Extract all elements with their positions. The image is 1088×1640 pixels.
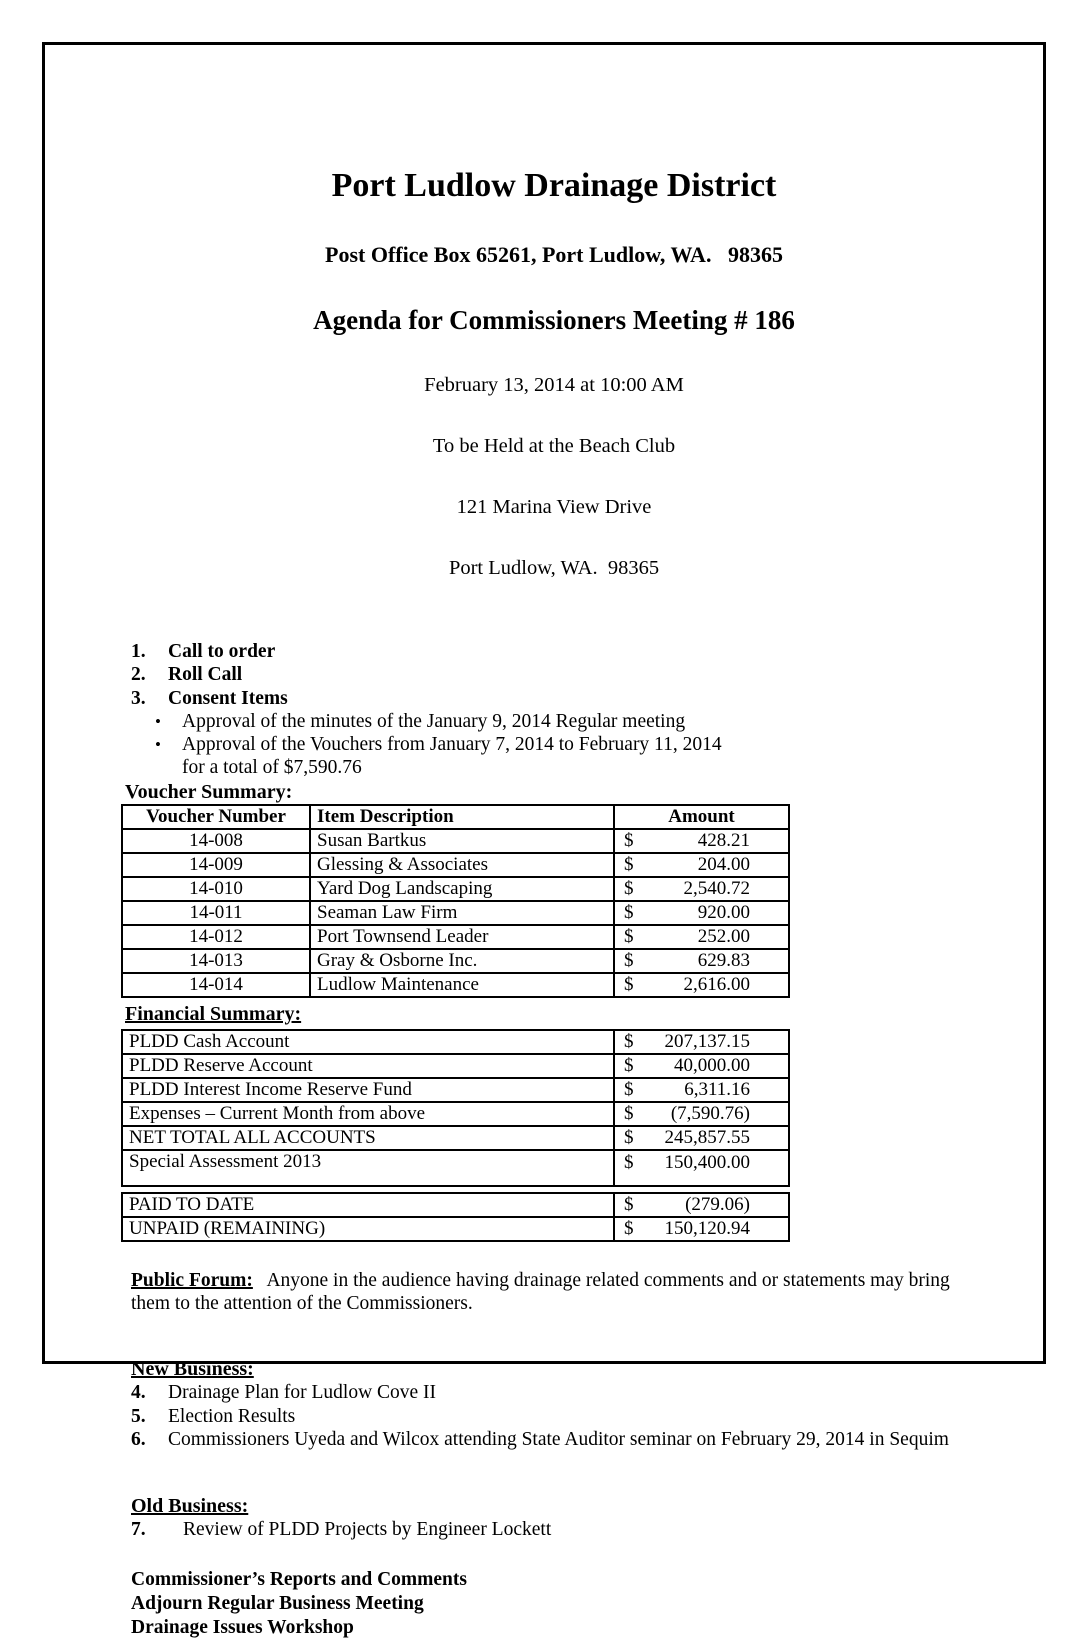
agenda-item-number: 1. — [131, 641, 146, 662]
agenda-item-number: 7. — [131, 1519, 146, 1541]
public-forum-heading: Public Forum: — [131, 1269, 253, 1291]
voucher-table — [121, 804, 790, 998]
financial-label-cell: PLDD Cash Account — [122, 1030, 614, 1054]
doc-address: Post Office Box 65261, Port Ludlow, WA. 98365 — [325, 242, 783, 267]
voucher-number-cell: 14-008 — [122, 829, 310, 853]
agenda-item-label: Commissioners Uyeda and Wilcox attending State Auditor seminar on February 29, 2014 in Sequim — [168, 1428, 949, 1450]
amount-value: 428.21 — [697, 829, 750, 851]
consent-bullet-text — [182, 733, 987, 780]
currency-symbol: $ — [624, 877, 634, 899]
voucher-row — [122, 853, 789, 877]
financial-summary-section — [121, 1002, 987, 1242]
agenda-item-2 — [131, 663, 987, 686]
amount-value: 2,616.00 — [683, 973, 750, 995]
voucher-number-cell: 14-009 — [122, 853, 310, 877]
doc-location-city: Port Ludlow, WA. 98365 — [448, 557, 660, 579]
voucher-amount-cell — [614, 877, 789, 901]
closing-reports-line: Commissioner’s Reports and Comments — [131, 1568, 467, 1590]
document-header — [121, 131, 987, 617]
voucher-description-cell: Seaman Law Firm — [310, 901, 614, 925]
financial-amount-cell — [614, 1102, 789, 1126]
agenda-item-3 — [131, 687, 987, 710]
agenda-item-label: Drainage Plan for Ludlow Cove II — [168, 1382, 437, 1404]
financial-amount-cell — [614, 1030, 789, 1054]
amount-value: 207,137.15 — [664, 1030, 750, 1052]
voucher-row — [122, 901, 789, 925]
public-forum-text-line2: them to the attention of the Commissioners. — [131, 1293, 473, 1315]
voucher-col-header-number: Voucher Number — [122, 805, 310, 829]
financial-amount-cell — [614, 1126, 789, 1150]
currency-symbol: $ — [624, 973, 634, 995]
voucher-description-cell: Yard Dog Landscaping — [310, 877, 614, 901]
currency-symbol: $ — [624, 1193, 634, 1215]
page-border-frame — [42, 42, 1046, 1638]
financial-row — [122, 1126, 789, 1150]
financial-label-cell: UNPAID (REMAINING) — [122, 1217, 614, 1241]
financial-amount-cell — [614, 1150, 789, 1186]
amount-value: 150,400.00 — [664, 1151, 750, 1173]
financial-amount-cell — [614, 1193, 789, 1217]
consent-bullet-2 — [155, 733, 987, 780]
agenda-item-label: Election Results — [168, 1405, 296, 1427]
voucher-col-header-amount: Amount — [614, 805, 789, 829]
bullet-icon: • — [155, 735, 161, 755]
financial-summary-heading: Financial Summary: — [125, 1002, 302, 1025]
voucher-row — [122, 829, 789, 853]
consent-bullet-1 — [155, 710, 987, 733]
voucher-amount-cell — [614, 973, 789, 997]
voucher-description-cell: Ludlow Maintenance — [310, 973, 614, 997]
agenda-item-7 — [131, 1518, 987, 1541]
financial-row — [122, 1054, 789, 1078]
currency-symbol: $ — [624, 949, 634, 971]
agenda-item-label: Roll Call — [168, 664, 243, 686]
old-business-heading: Old Business: — [131, 1495, 249, 1518]
financial-label-cell: Special Assessment 2013 — [122, 1150, 614, 1186]
voucher-number-cell: 14-013 — [122, 949, 310, 973]
agenda-item-1 — [131, 640, 987, 663]
financial-amount-cell — [614, 1217, 789, 1241]
consent-bullet-line2: for a total of $7,590.76 — [182, 757, 362, 779]
currency-symbol: $ — [624, 1030, 634, 1052]
amount-value: 204.00 — [697, 853, 750, 875]
agenda-item-number: 5. — [131, 1405, 146, 1427]
agenda-item-6 — [131, 1428, 987, 1451]
currency-symbol: $ — [624, 1217, 634, 1239]
old-business-list — [131, 1518, 987, 1541]
voucher-amount-cell — [614, 829, 789, 853]
closing-adjourn-line: Adjourn Regular Business Meeting — [131, 1592, 424, 1614]
agenda-list-top — [121, 640, 987, 780]
financial-row — [122, 1078, 789, 1102]
doc-location-venue: To be Held at the Beach Club — [432, 435, 676, 457]
public-forum-section — [131, 1269, 987, 1316]
amount-value: 245,857.55 — [664, 1126, 750, 1148]
consent-bullet-text: Approval of the minutes of the January 9, 2014 Regular meeting — [182, 710, 686, 732]
amount-value: (279.06) — [685, 1193, 750, 1215]
currency-symbol: $ — [624, 1102, 634, 1124]
financial-totals-row — [122, 1193, 789, 1217]
financial-amount-cell — [614, 1078, 789, 1102]
doc-agenda-title: Agenda for Commissioners Meeting # 186 — [313, 305, 795, 335]
amount-value: 920.00 — [697, 901, 750, 923]
voucher-number-cell: 14-012 — [122, 925, 310, 949]
agenda-item-5 — [131, 1405, 987, 1428]
agenda-item-number: 2. — [131, 664, 146, 686]
old-business-section — [131, 1494, 987, 1541]
financial-label-cell: PLDD Interest Income Reserve Fund — [122, 1078, 614, 1102]
voucher-description-cell: Glessing & Associates — [310, 853, 614, 877]
voucher-row — [122, 925, 789, 949]
currency-symbol: $ — [624, 829, 634, 851]
agenda-item-label: Consent Items — [168, 687, 288, 709]
agenda-item-4 — [131, 1381, 987, 1404]
voucher-number-cell: 14-010 — [122, 877, 310, 901]
financial-totals-row — [122, 1217, 789, 1241]
currency-symbol: $ — [624, 1054, 634, 1076]
voucher-amount-cell — [614, 853, 789, 877]
financial-table — [121, 1029, 790, 1187]
agenda-item-label: Review of PLDD Projects by Engineer Lockett — [183, 1519, 552, 1541]
voucher-description-cell: Port Townsend Leader — [310, 925, 614, 949]
amount-value: 40,000.00 — [674, 1054, 750, 1076]
financial-label-cell: NET TOTAL ALL ACCOUNTS — [122, 1126, 614, 1150]
voucher-summary-section — [121, 780, 987, 998]
financial-row — [122, 1030, 789, 1054]
voucher-number-cell: 14-014 — [122, 973, 310, 997]
new-business-section — [131, 1357, 987, 1451]
financial-amount-cell — [614, 1054, 789, 1078]
financial-label-cell: PAID TO DATE — [122, 1193, 614, 1217]
voucher-amount-cell — [614, 925, 789, 949]
voucher-row — [122, 949, 789, 973]
currency-symbol: $ — [624, 901, 634, 923]
financial-row — [122, 1150, 789, 1186]
voucher-description-cell: Susan Bartkus — [310, 829, 614, 853]
voucher-table-header-row — [122, 805, 789, 829]
voucher-description-cell: Gray & Osborne Inc. — [310, 949, 614, 973]
currency-symbol: $ — [624, 1078, 634, 1100]
currency-symbol: $ — [624, 1151, 634, 1173]
closing-section — [131, 1568, 987, 1640]
page-content — [45, 45, 1043, 1638]
agenda-item-label: Call to order — [168, 641, 276, 662]
amount-value: 2,540.72 — [683, 877, 750, 899]
doc-location-street: 121 Marina View Drive — [456, 496, 652, 518]
new-business-heading: New Business: — [131, 1358, 254, 1381]
financial-row — [122, 1102, 789, 1126]
voucher-row — [122, 877, 789, 901]
voucher-col-header-description: Item Description — [310, 805, 614, 829]
currency-symbol: $ — [624, 925, 634, 947]
currency-symbol: $ — [624, 853, 634, 875]
amount-value: 6,311.16 — [684, 1078, 750, 1100]
bullet-icon: • — [155, 711, 161, 731]
doc-title: Port Ludlow Drainage District — [331, 167, 777, 204]
public-forum-text-line1: Anyone in the audience having drainage related comments and or statements may bring — [266, 1269, 950, 1291]
financial-label-cell: Expenses – Current Month from above — [122, 1102, 614, 1126]
agenda-item-number: 3. — [131, 687, 146, 709]
voucher-row — [122, 973, 789, 997]
voucher-number-cell: 14-011 — [122, 901, 310, 925]
voucher-amount-cell — [614, 901, 789, 925]
agenda-item-number: 4. — [131, 1382, 146, 1404]
amount-value: 252.00 — [697, 925, 750, 947]
doc-datetime: February 13, 2014 at 10:00 AM — [424, 374, 684, 396]
amount-value: 150,120.94 — [664, 1217, 750, 1239]
voucher-summary-heading: Voucher Summary: — [125, 780, 293, 803]
amount-value: (7,590.76) — [670, 1102, 750, 1124]
agenda-item-number: 6. — [131, 1428, 146, 1450]
financial-totals-table — [121, 1192, 790, 1242]
closing-workshop-line: Drainage Issues Workshop — [131, 1616, 354, 1638]
amount-value: 629.83 — [697, 949, 750, 971]
financial-label-cell: PLDD Reserve Account — [122, 1054, 614, 1078]
currency-symbol: $ — [624, 1126, 634, 1148]
voucher-amount-cell — [614, 949, 789, 973]
consent-bullet-line1: Approval of the Vouchers from January 7, 2014 to February 11, 2014 — [182, 734, 722, 756]
new-business-list — [131, 1381, 987, 1451]
